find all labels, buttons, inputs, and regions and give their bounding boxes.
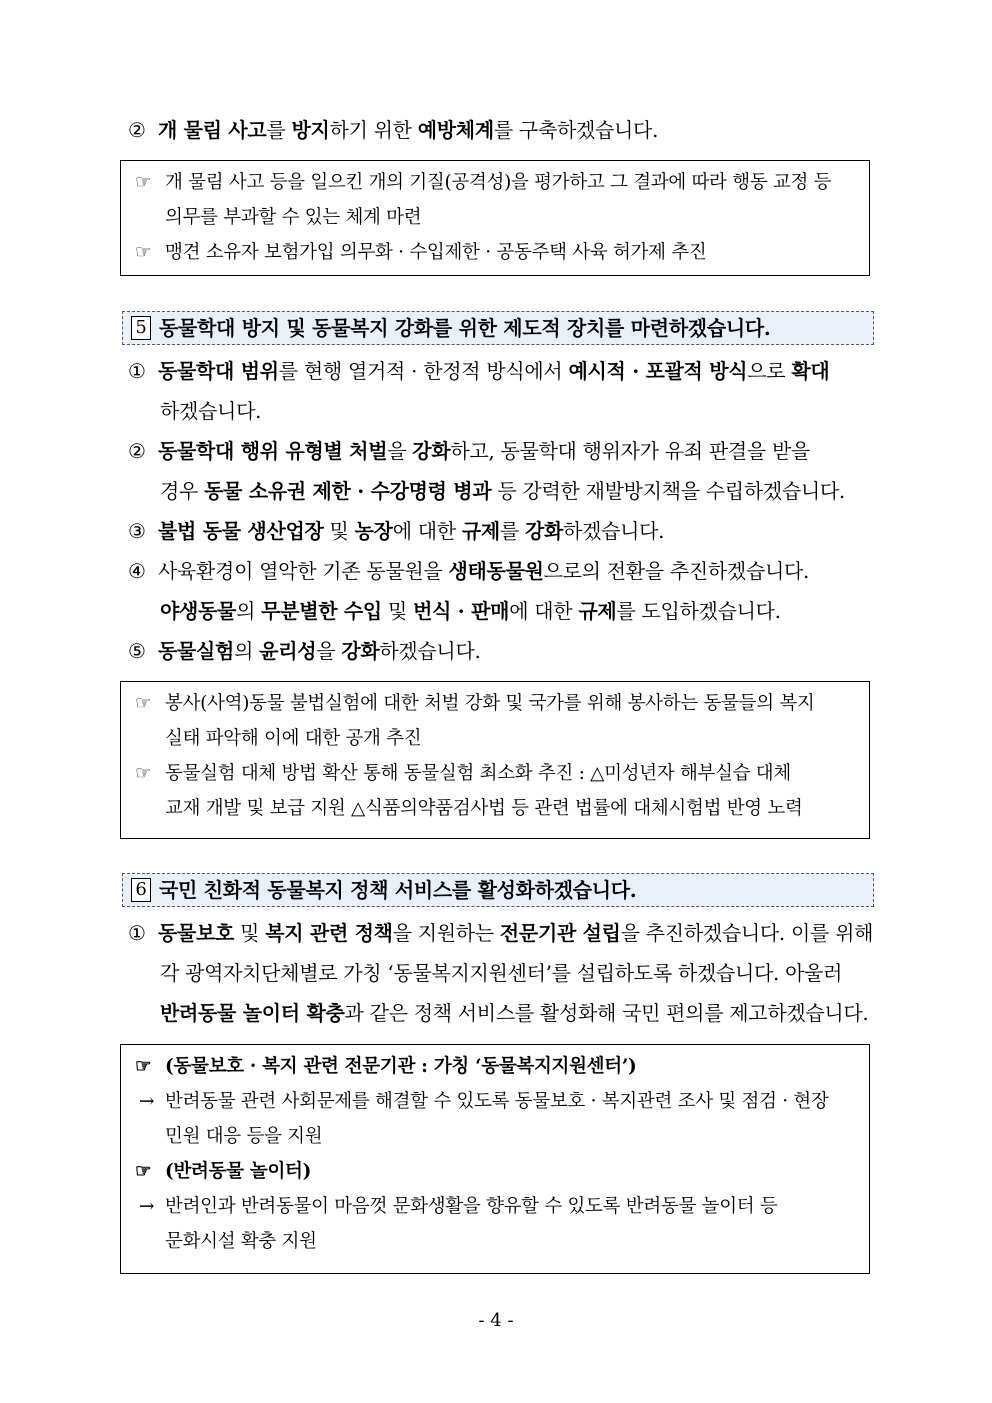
pointing-hand-icon: ☞: [135, 172, 152, 193]
text-run: 를: [499, 519, 525, 543]
item-number: ②: [128, 439, 146, 463]
s5-item-5: [128, 631, 876, 671]
pointing-hand-icon: ☞: [135, 763, 152, 784]
pointing-hand-icon: ☞: [135, 242, 152, 263]
item-text: [158, 921, 873, 945]
text-run: 의: [234, 639, 260, 663]
text-run: 을 지원하는: [392, 921, 500, 945]
s5-item-2: [128, 431, 876, 511]
box-line-text: 개 물림 사고 등을 일으킨 개의 기질(공격성)을 평가하고 그 결과에 따라 행동 교정 등: [165, 172, 832, 193]
item-number: ①: [128, 359, 146, 383]
section-title: 동물학대 방지 및 동물복지 강화를 위한 제도적 장치를 마련하겠습니다.: [159, 316, 771, 340]
bold-text-run: 강화: [412, 439, 451, 463]
bold-text-run: 반려동물 놀이터 확충: [160, 1001, 345, 1025]
section-title: 국민 친화적 동물복지 정책 서비스를 활성화하겠습니다.: [159, 878, 637, 902]
bold-text-run: 규제: [461, 519, 500, 543]
bold-text-run: 윤리성: [259, 639, 317, 663]
text-run: 및: [234, 921, 266, 945]
item-number: ⑤: [128, 639, 146, 663]
box-line-text: 반려인과 반려동물이 마음껏 문화생활을 향유할 수 있도록 반려동물 놀이터 등: [165, 1196, 778, 1217]
item-text: [158, 559, 809, 583]
bold-text-run: 동물보호: [158, 921, 235, 945]
item-number: ①: [128, 921, 146, 945]
box-heading-text: (동물보호 · 복지 관련 전문기관 : 가칭 ‘동물복지지원센터’): [165, 1056, 637, 1077]
bold-text-run: 야생동물: [160, 599, 237, 623]
box-line-text: 동물실험 대체 방법 확산 통해 동물실험 최소화 추진 : △미성년자 해부실습 대체: [165, 763, 791, 784]
text-run: 을 추진하겠습니다. 이를 위해: [620, 921, 874, 945]
item-text-cont: [128, 953, 876, 993]
bold-text-run: 불법 동물 생산업장: [158, 519, 324, 543]
box-line-text: 민원 대응 등을 지원: [165, 1126, 323, 1147]
section-number: 5: [131, 316, 151, 340]
text-run: 하겠습니다.: [563, 519, 665, 543]
s5-item-4: [128, 551, 876, 631]
text-run: 과 같은 정책 서비스를 활성화해 국민 편의를 제고하겠습니다.: [344, 1001, 869, 1025]
bold-text-run: 동물실험: [158, 639, 235, 663]
text-run: 을: [316, 639, 342, 663]
item-text-cont: [128, 993, 876, 1033]
item-prevent-dog-bites: [128, 110, 876, 150]
section-heading-5: [122, 311, 874, 345]
right-arrow-icon: →: [139, 1196, 155, 1217]
bold-text-run: 강화: [341, 639, 380, 663]
item-number: ③: [128, 519, 146, 543]
s5-item-1: [128, 351, 876, 431]
text-run: 을: [387, 439, 413, 463]
detail-box-animal-testing: [120, 681, 870, 839]
bold-text-run: 동물 소유권 제한 · 수강명령 병과: [204, 479, 492, 503]
bold-text-run: 전문기관 설립: [499, 921, 621, 945]
text-run: 하고, 동물학대 행위자가 유죄 판결을 받을: [450, 439, 811, 463]
bold-text-run: 규제: [578, 599, 617, 623]
item-text-cont: [128, 471, 876, 511]
bold-text-run: 방지: [291, 118, 330, 142]
item-text: [158, 439, 810, 463]
box-line: [135, 235, 859, 270]
item-text: [158, 359, 829, 383]
bold-text-run: 동물학대 행위 유형별 처벌: [158, 439, 388, 463]
bold-text-run: 농장: [354, 519, 393, 543]
box-line: [135, 1084, 859, 1154]
box-heading: [135, 1154, 859, 1189]
box-heading: [135, 1049, 859, 1084]
item-text-cont: [128, 391, 876, 431]
text-run: 경우: [160, 479, 205, 503]
text-run: 하기 위한: [329, 118, 418, 142]
box-line-text: 반려동물 관련 사회문제를 해결할 수 있도록 동물보호 · 복지관련 조사 및 점검 · 현장: [165, 1091, 829, 1112]
bold-text-run: 예시적 · 포괄적 방식: [568, 359, 748, 383]
bold-text-run: 확대: [791, 359, 830, 383]
bold-text-run: 동물학대 범위: [158, 359, 279, 383]
box-line-text: 봉사(사역)동물 불법실험에 대한 처벌 강화 및 국가를 위해 봉사하는 동물들의 복지: [165, 693, 815, 714]
text-run: 를 현행 열거적 · 한정적 방식에서: [278, 359, 569, 383]
text-run: 의: [236, 599, 262, 623]
bold-text-run: 무분별한 수입: [261, 599, 382, 623]
box-line: [135, 165, 859, 235]
box-line-text: 문화시설 확충 지원: [165, 1231, 317, 1252]
text-run: 으로: [747, 359, 792, 383]
bold-text-run: 번식 · 판매: [413, 599, 510, 623]
text-run: 및: [381, 599, 414, 623]
box-line-text: 교재 개발 및 보급 지원 △식품의약품검사법 등 관련 법률에 대체시험법 반영 노력: [165, 798, 803, 819]
item-text: [158, 639, 481, 663]
pointing-hand-icon: ☞: [135, 1161, 152, 1182]
s5-item-3: [128, 511, 876, 551]
text-run: 각 광역자치단체별로 가칭 ‘동물복지지원센터’를 설립하도록 하겠습니다. 아울러: [160, 961, 843, 985]
detail-box-services: [120, 1044, 870, 1274]
section-number: 6: [131, 878, 151, 902]
text-run: 를: [266, 118, 292, 142]
box-line: [135, 756, 859, 826]
bold-text-run: 개 물림 사고: [158, 118, 267, 142]
bold-text-run: 생태동물원: [448, 559, 544, 583]
text-run: 하겠습니다.: [379, 639, 481, 663]
text-run: 를 도입하겠습니다.: [616, 599, 781, 623]
pointing-hand-icon: ☞: [135, 693, 152, 714]
box-line-text: 실태 파악해 이에 대한 공개 추진: [165, 728, 422, 749]
box-line-text: 의무를 부과할 수 있는 체계 마련: [165, 207, 422, 228]
item-number: ④: [128, 559, 146, 583]
text-run: 를 구축하겠습니다.: [493, 118, 659, 142]
box-line-text: 맹견 소유자 보험가입 의무화 · 수입제한 · 공동주택 사육 허가제 추진: [165, 242, 707, 263]
box-heading-text: (반려동물 놀이터): [165, 1161, 312, 1182]
detail-box-dog-bites: [120, 160, 870, 276]
bold-text-run: 복지 관련 정책: [265, 921, 393, 945]
item-text: [158, 519, 664, 543]
page-number: - 4 -: [478, 1310, 514, 1331]
bold-text-run: 예방체계: [417, 118, 494, 142]
item-text-cont: [128, 591, 876, 631]
text-run: 하겠습니다.: [160, 399, 262, 423]
section-heading-6: [122, 873, 874, 907]
text-run: 에 대한: [509, 599, 579, 623]
text-run: 에 대한: [392, 519, 462, 543]
text-run: 등 강력한 재발방지책을 수립하겠습니다.: [491, 479, 845, 503]
box-line: [135, 1189, 859, 1259]
text-run: 사육환경이 열악한 기존 동물원을: [158, 559, 449, 583]
text-run: 및: [323, 519, 355, 543]
s6-item-1: [128, 913, 876, 1033]
right-arrow-icon: →: [139, 1091, 155, 1112]
bold-text-run: 강화: [525, 519, 564, 543]
item-text: [158, 118, 658, 142]
text-run: 으로의 전환을 추진하겠습니다.: [543, 559, 810, 583]
box-line: [135, 686, 859, 756]
item-number: ②: [128, 118, 146, 142]
pointing-hand-icon: ☞: [135, 1056, 152, 1077]
